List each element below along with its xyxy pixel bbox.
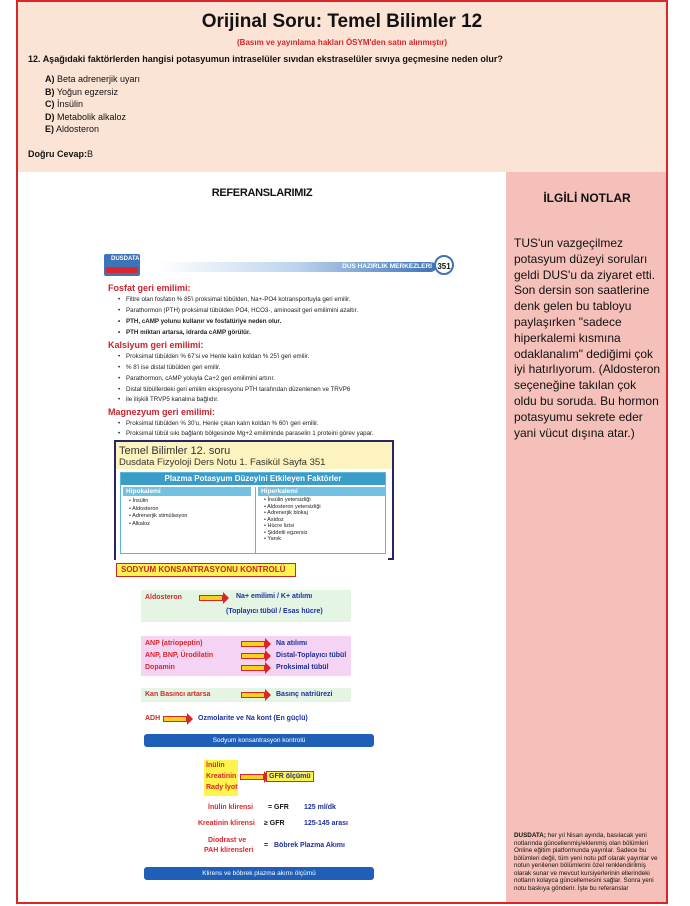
arrow-icon — [199, 595, 223, 601]
natriuretic-effect: Na atılımı — [276, 640, 308, 647]
natriuretic-item: Dopamin — [145, 664, 175, 671]
logo-stripe — [106, 267, 138, 273]
source-question: Temel Bilimler 12. soru — [119, 445, 231, 457]
option-text: Beta adrenerjik uyarı — [57, 74, 141, 84]
answer-options — [45, 73, 140, 136]
section-heading: Kalsiyum geri emilimi: — [108, 340, 204, 350]
natriuretic-item: ANP, BNP, Ürodilatin — [145, 652, 214, 659]
page-number-badge: 351 — [434, 255, 454, 275]
bullet-line: • Proksimal tübül sıkı bağlantı bölgesinde Mg+2 emiliminde paraselin 1 proteini görev yapar. — [126, 430, 373, 437]
arrow-icon — [241, 653, 265, 659]
list-item: • Yanık — [264, 536, 282, 542]
option-letter: A) — [45, 74, 55, 84]
list-item: • Adrenerjik blokaj — [264, 510, 308, 516]
notes-title: İLGİLİ NOTLAR — [543, 191, 631, 205]
answer-value: B — [87, 149, 94, 159]
pressure-label: Kan Basıncı artarsa — [145, 691, 211, 698]
answer-label: Doğru Cevap: — [28, 149, 88, 159]
gfr-substance: Kreatinin — [206, 773, 237, 780]
arrow-icon — [241, 665, 265, 671]
list-item: • Aldosteron yetersizliği — [264, 503, 321, 510]
bullet-line: • Distal tübüllerdeki geri emilim ekspresyonu PTH tarafından düzenlenen ve TRVP6 — [126, 386, 350, 393]
option-text: Yoğun egzersiz — [56, 86, 119, 97]
option-d — [45, 111, 140, 124]
logo-text: DUSDATA — [111, 256, 140, 262]
pah-label: Diodrast ve — [208, 837, 247, 844]
page-frame — [16, 0, 668, 904]
natriuretic-effect: Distal-Toplayıcı tübül — [276, 652, 347, 659]
arrow-icon — [241, 692, 265, 698]
pah-value: Böbrek Plazma Akımı — [274, 842, 345, 849]
references-title: REFERANSLARIMIZ — [211, 187, 313, 199]
dusdata-footnote — [514, 832, 664, 892]
creatinine-relation: ≥ GFR — [264, 820, 285, 827]
option-e — [45, 123, 140, 136]
option-letter: D) — [45, 111, 55, 122]
list-item: • İnsülin yetersizliği — [264, 497, 311, 503]
potassium-table-title: Plazma Potasyum Düzeyini Etkileyen Faktörler — [121, 473, 385, 485]
gfr-substance: İnülin — [206, 762, 225, 769]
bullet-line: • Proksimal tübülden % 30'u, Henle çıkan kalın koldan % 60'ı geri emilir. — [126, 420, 319, 427]
bullet-line: • PTH, cAMP yolunu kullanır ve fosfatüriye neden olur. — [126, 318, 281, 325]
list-item: • Asidoz — [264, 516, 284, 523]
bullet-line: • Parathormon, cAMP yoluyla Ca+2 geri emilimini artırır. — [126, 375, 275, 382]
creatinine-clearance-label: Kreatinin klirensi — [198, 820, 255, 827]
option-letter: E) — [45, 124, 54, 134]
bullet-line: • ile ilişkili TRVP5 kanalına bağlıdır. — [126, 396, 219, 403]
inulin-relation: = GFR — [268, 804, 289, 811]
list-item: • Aldosteron — [129, 505, 159, 512]
list-item: • Hücre lizisi — [264, 523, 295, 529]
natriuretic-item: ANP (atriopeptin) — [145, 640, 203, 647]
gfr-chart — [116, 758, 388, 888]
natriuretic-effect: Proksimal tübül — [276, 664, 329, 671]
sodium-chart-caption: Sodyum konsantrasyon kontrolü — [144, 734, 374, 747]
aldosterone-effect: Na+ emilimi / K+ atılımı — [236, 593, 313, 600]
arrow-icon — [163, 716, 187, 722]
adh-effect: Ozmolarite ve Na kont (En güçlü) — [198, 715, 308, 722]
pressure-effect: Basınç natriürezi — [276, 691, 333, 698]
source-box — [114, 440, 394, 560]
hypokalemia-header: Hipokalemi — [123, 487, 251, 496]
inulin-clearance-label: İnülin klirensi — [208, 804, 254, 811]
source-box-header — [116, 442, 392, 469]
sodium-chart-title: SODYUM KONSANTRASYONU KONTROLÜ — [116, 563, 296, 577]
inulin-value: 125 ml/dk — [304, 804, 336, 811]
option-text: Aldosteron — [56, 124, 100, 134]
banner-text: DUS HAZIRLIK MERKEZLERİ — [342, 263, 432, 270]
bullet-line: • PTH miktarı artarsa, idrarda cAMP görülür. — [126, 329, 251, 336]
question-number: 12. — [28, 54, 41, 64]
gfr-chart-caption: Klirens ve böbrek plazma akımı ölçümü — [144, 867, 374, 880]
aldosterone-label: Aldosteron — [145, 594, 182, 601]
bullet-line: • % 8'i ise distal tübülden geri emilir. — [126, 364, 220, 371]
sodium-control-chart — [116, 558, 388, 758]
aldosterone-site: (Toplayıcı tübül / Esas hücre) — [226, 608, 323, 615]
adh-label: ADH — [145, 715, 161, 722]
option-letter: B) — [45, 86, 55, 97]
dusdata-logo — [104, 254, 140, 276]
option-text: Metabolik alkaloz — [57, 111, 127, 122]
list-item: • İnsülin — [129, 498, 149, 504]
bullet-line: • Filtre olan fosfatın % 85'i proksimal tübülden, Na+-PO4 kotransportuyla geri emilir. — [126, 296, 351, 303]
source-reference: Dusdata Fizyoloji Ders Notu 1. Fasikül Sayfa 351 — [119, 457, 326, 468]
section-heading: Magnezyum geri emilimi: — [108, 407, 216, 417]
list-item: • Adrenerjik stimülasyon — [129, 513, 188, 519]
hyperkalemia-list — [264, 497, 321, 543]
footnote-text: her yıl Nisan ayında, basılacak yeni notlarında güncellenmiş/eklenmiş olan bölümleri Online eğitim platformunda yayınlar. Sadece bu bölümleri değil, tüm yeni notu pdf olarak yayınlar ve notun yenilenen bölümlerini özel renklendirilmiş olarak sunar ve mevcut kursiyerlerinin ellerindeki notların kolayca güncellemesini sağlar. Sonra yeni notu baskıya gönderir. İşte bu referanslar — [514, 832, 658, 892]
bullet-line: • Parathormon (PTH) proksimal tübülden PO4, HCO3-, aminoasit geri emilimini azaltır. — [126, 307, 358, 314]
references-panel — [18, 172, 506, 904]
section-heading: Fosfat geri emilimi: — [108, 283, 191, 293]
page-title: Orijinal Soru: Temel Bilimler 12 — [201, 11, 483, 32]
option-a — [45, 73, 140, 86]
gfr-measure-label: GFR ölçümü — [266, 771, 314, 782]
copyright-note: (Basım ve yayınlama hakları ÖSYM'den satın alınmıştır) — [237, 38, 447, 47]
arrow-icon — [240, 774, 264, 780]
option-letter: C) — [45, 99, 55, 109]
option-c — [45, 98, 140, 111]
notes-panel — [506, 172, 668, 904]
hyperkalemia-header: Hiperkalemi — [258, 487, 386, 496]
correct-answer — [28, 149, 93, 159]
hypokalemia-list — [129, 498, 187, 528]
list-item: • Şiddetli egzersiz — [264, 529, 308, 536]
option-b — [45, 86, 140, 99]
pah-label: PAH klirensleri — [204, 847, 254, 854]
option-text: İnsülin — [57, 99, 84, 109]
list-item: • Alkaloz — [129, 520, 150, 527]
question-text — [28, 54, 503, 64]
question-section — [18, 2, 666, 172]
pah-relation: = — [264, 842, 269, 849]
notes-text: TUS'un vazgeçilmez potasyum düzeyi soruları geldi DUS'u da ziyaret etti. Son dersin son saatlerine denk gelen bu tabloyu paylaşırken "sadece hiperkalemi kısmına odaklanalım" dediğimi çok iyi hatırlıyorum. (Aldosteron seçeneğine takılan çok oldu bu soruda. Bu hormon potasyumu sekrete eder yani vücut dışına atar.) — [514, 236, 661, 440]
bullet-line: • Proksimal tübülden % 67'si ve Henle kalın koldan % 25'i geri emilir. — [126, 353, 309, 360]
gfr-substance: Rady İyot — [206, 784, 238, 791]
book-page-excerpt — [104, 254, 464, 449]
arrow-icon — [241, 641, 265, 647]
column-divider — [255, 487, 256, 553]
potassium-table — [120, 472, 386, 554]
creatinine-value: 125-145 arası — [304, 820, 348, 827]
question-body: Aşağıdaki faktörlerden hangisi potasyumun intraselüler sıvıdan ekstraselüler sıvıya geçmesine neden olur? — [42, 54, 503, 64]
footnote-brand: DUSDATA; — [514, 832, 546, 839]
